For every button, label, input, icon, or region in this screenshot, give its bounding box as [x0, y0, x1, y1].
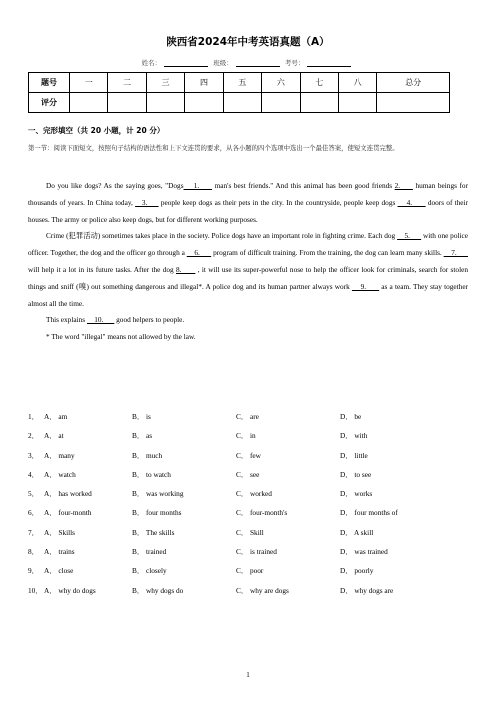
question-number: 4． — [28, 469, 39, 479]
option-a[interactable]: A． has worked — [44, 489, 92, 499]
blank-6: 6. — [186, 248, 212, 258]
question-number: 3． — [28, 450, 39, 460]
passage-text: human beings for thousands of years. In China today, — [28, 181, 468, 207]
option-row — [28, 470, 468, 489]
passage-paragraph — [28, 178, 468, 228]
option-d[interactable]: D． poorly — [340, 566, 374, 576]
score-input-cell[interactable] — [262, 93, 300, 113]
page-number: 1 — [246, 671, 250, 679]
score-cell: 五 — [223, 73, 261, 93]
option-b[interactable]: B． four months — [132, 508, 182, 518]
question-number: 9． — [28, 566, 39, 576]
question-number: 6． — [28, 508, 39, 518]
option-row — [28, 566, 468, 585]
class-label: 班级： — [213, 59, 233, 67]
option-d[interactable]: D． works — [340, 489, 373, 499]
option-d[interactable]: D． be — [340, 412, 362, 421]
passage-text: Crime (犯罪活动) sometimes takes place in the society. Police dogs have an important role in fighting crime. Each dog — [46, 231, 398, 241]
score-input-cell[interactable] — [185, 93, 223, 113]
blank-4: 4. — [397, 197, 426, 207]
option-a[interactable]: A． am — [44, 412, 68, 421]
name-blank[interactable] — [164, 59, 208, 67]
score-table-score-row — [29, 93, 450, 113]
section-instruction: 第一节：阅读下面短文，按照句子结构的语法性和上下文连贯的要求，从各小题的四个选项中选出一个最佳答案，使短文连贯完整。 — [28, 144, 399, 152]
option-b[interactable]: B． trained — [132, 547, 167, 557]
score-table — [28, 72, 450, 113]
score-label-cell: 评分 — [29, 93, 70, 113]
option-c[interactable]: C． are — [236, 412, 259, 421]
question-number: 8． — [28, 547, 39, 557]
option-row — [28, 547, 468, 566]
passage-text: people keep dogs as their pets in the city. In the countryside, people keep dogs — [158, 197, 398, 207]
option-a[interactable]: A． at — [44, 431, 64, 441]
score-cell: 七 — [300, 73, 338, 93]
passage-text: man's best friends." And this animal has been good friends — [212, 181, 395, 190]
class-blank[interactable] — [236, 59, 280, 67]
option-a[interactable]: A． four-month — [44, 508, 92, 518]
blank-2: 2. — [394, 181, 413, 190]
passage-text: good helpers to people. — [114, 315, 185, 325]
passage-text: doors of their houses. The army or police also keep dogs, but for different working purposes. — [28, 197, 468, 224]
option-row — [28, 451, 468, 470]
option-a[interactable]: A． why do dogs — [44, 585, 96, 595]
number-label: 考号： — [284, 59, 305, 67]
blank-7: 7. — [443, 248, 468, 258]
page-title: 陕西省2024年中考英语真题（A） — [166, 36, 330, 48]
section-title: 一、完形填空（共 20 小题，计 20 分） — [28, 126, 165, 135]
passage-paragraph — [28, 228, 468, 312]
blank-9: 9. — [351, 281, 380, 291]
option-d[interactable]: D． four months of — [340, 508, 398, 518]
option-b[interactable]: B． to watch — [132, 469, 171, 479]
question-number: 5． — [28, 489, 39, 499]
score-table-header-row — [29, 73, 450, 93]
score-input-cell[interactable] — [377, 93, 450, 113]
score-input-cell[interactable] — [300, 93, 338, 113]
question-number: 1． — [28, 412, 39, 421]
question-number: 7． — [28, 527, 39, 537]
option-b[interactable]: B． The skills — [132, 527, 175, 537]
passage-text: as a team. They stay together almost all the time. — [28, 281, 468, 308]
option-d[interactable]: D． why dogs are — [340, 585, 394, 595]
score-input-cell[interactable] — [70, 93, 108, 113]
option-c[interactable]: C． few — [236, 450, 261, 460]
blank-3: 3. — [135, 197, 159, 207]
option-row — [28, 586, 468, 605]
score-input-cell[interactable] — [108, 93, 146, 113]
option-d[interactable]: D． to see — [340, 469, 372, 479]
option-c[interactable]: C． worked — [236, 489, 272, 499]
passage-text: Do you like dogs? As the saying goes, "Dogs — [46, 181, 184, 190]
option-a[interactable]: A． many — [44, 450, 75, 460]
option-b[interactable]: B． closely — [132, 566, 167, 576]
reading-passage — [28, 178, 468, 346]
passage-text: will help it a lot in its future tasks. After the dog — [28, 264, 177, 274]
score-input-cell[interactable] — [338, 93, 376, 113]
option-c[interactable]: C． four-month's — [236, 508, 288, 518]
passage-text: program of difficult training. From the training, the dog can learn many skills. — [211, 248, 444, 258]
score-cell: 一 — [70, 73, 108, 93]
passage-text: with one police officer. Together, the dog and the officer go through a — [28, 231, 469, 258]
blank-5: 5. — [397, 231, 422, 241]
option-c[interactable]: C． is trained — [236, 547, 277, 557]
option-d[interactable]: D． A skill — [340, 527, 374, 537]
score-cell: 四 — [185, 73, 223, 93]
option-row — [28, 528, 468, 547]
option-a[interactable]: A． close — [44, 566, 74, 576]
option-c[interactable]: C． see — [236, 469, 260, 479]
passage-text: , it will use its super-powerful nose to help the officer look for criminals, search for stolen things and sniff (嗅) out something dangerous and illegal*. A police dog and its human partner always work — [28, 264, 468, 291]
passage-footnote: * The word "illegal" means not allowed by the law. — [46, 332, 196, 342]
blank-1: 1. — [183, 181, 213, 190]
question-number: 2． — [28, 431, 39, 441]
option-row — [28, 489, 468, 508]
option-c[interactable]: C． in — [236, 431, 256, 441]
answer-options — [28, 412, 468, 605]
score-cell: 二 — [108, 73, 146, 93]
question-number: 10． — [28, 585, 43, 595]
score-cell: 题号 — [29, 73, 70, 93]
option-a[interactable]: A． trains — [44, 547, 75, 557]
option-b[interactable]: B． as — [132, 431, 153, 441]
option-d[interactable]: D． was trained — [340, 547, 388, 557]
name-label: 姓名： — [141, 59, 162, 67]
option-a[interactable]: A． Skills — [44, 527, 76, 537]
score-input-cell[interactable] — [146, 93, 184, 113]
option-c[interactable]: C． Skill — [236, 527, 264, 537]
blank-8: 8. — [176, 264, 196, 274]
option-row — [28, 431, 468, 450]
option-row — [28, 508, 468, 527]
score-cell: 六 — [262, 73, 300, 93]
option-b[interactable]: B． why dogs do — [132, 585, 184, 595]
score-input-cell[interactable] — [223, 93, 261, 113]
student-info — [0, 58, 496, 67]
option-c[interactable]: C． why are dogs — [236, 585, 289, 595]
score-cell: 总分 — [377, 73, 450, 93]
option-b[interactable]: B． is — [132, 412, 151, 421]
option-c[interactable]: C． poor — [236, 566, 264, 576]
option-b[interactable]: B． much — [132, 450, 163, 460]
option-d[interactable]: D． with — [340, 431, 368, 441]
score-cell: 八 — [338, 73, 376, 93]
passage-text: This explains — [46, 315, 87, 325]
option-b[interactable]: B． was working — [132, 489, 184, 499]
option-a[interactable]: A． watch — [44, 469, 76, 479]
passage-paragraph — [28, 312, 468, 329]
number-blank[interactable] — [307, 59, 351, 67]
option-row — [28, 412, 468, 431]
blank-10: 10. — [86, 315, 115, 325]
option-d[interactable]: D． little — [340, 450, 368, 460]
score-cell: 三 — [146, 73, 184, 93]
